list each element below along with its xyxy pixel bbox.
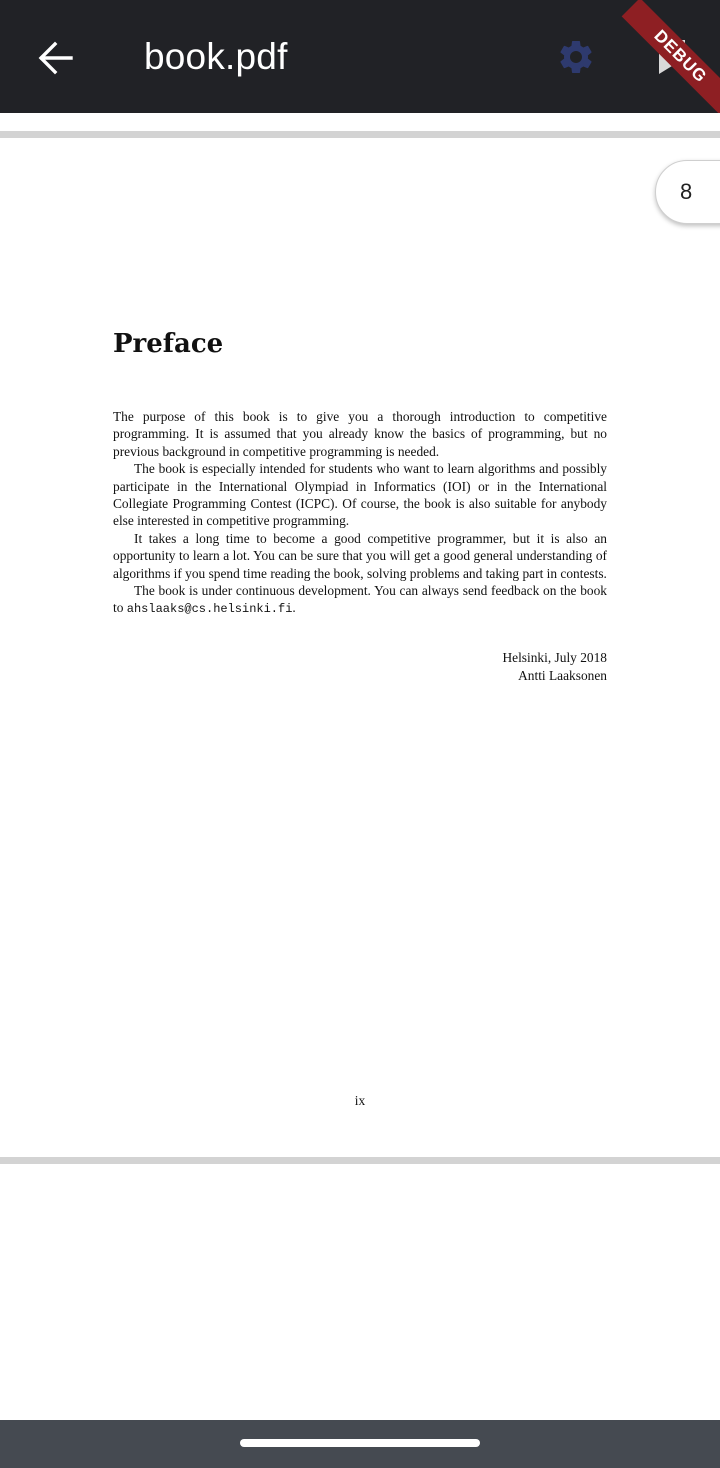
debug-banner: DEBUG (622, 0, 720, 113)
page-separator (0, 1157, 720, 1164)
paragraph-4-text: The book is under continuous development. You can always send feedback on the book to (113, 583, 607, 616)
arrow-left-icon (36, 38, 76, 78)
app-bar (0, 0, 720, 113)
page-indicator[interactable] (655, 160, 720, 224)
gesture-handle-icon[interactable] (240, 1439, 480, 1447)
pdf-page (0, 139, 720, 1157)
page-heading: Preface (113, 329, 224, 359)
settings-button[interactable] (552, 33, 600, 81)
paragraph-4 (113, 582, 607, 619)
signature-author: Antti Laaksonen (518, 668, 607, 683)
feedback-email: ahslaaks@cs.helsinki.fi (126, 602, 293, 617)
paragraph-3: It takes a long time to become a good competitive programmer, but it is also an opportunity to learn a lot. You can be sure that you will get a good general understanding of algorithms if you spend time reading the book, solving problems and taking part in contests. (113, 530, 607, 581)
system-navigation-bar (0, 1420, 720, 1468)
paragraph-2: The book is especially intended for students who want to learn algorithms and possibly participate in the International Olympiad in Informatics (IOI) or in the International Collegiate Programming Contest (ICPC). Of course, the book is also suitable for anybody else interested in competitive programming. (113, 461, 607, 529)
page-indicator-value: 8 (680, 179, 693, 204)
preface-body (113, 408, 607, 619)
page-separator (0, 131, 720, 138)
document-title: book.pdf (144, 36, 288, 77)
paragraph-1: The purpose of this book is to give you a thorough introduction to competitive programming. It is assumed that you already know the basics of programming, but no previous background in competitive programming is needed. (113, 409, 607, 459)
back-button[interactable] (30, 32, 82, 84)
signature-place-date: Helsinki, July 2018 (502, 650, 607, 665)
signature-block (380, 649, 607, 685)
gear-icon (556, 37, 596, 77)
paragraph-4-end: . (292, 600, 296, 616)
page-number: ix (354, 1093, 366, 1108)
pdf-viewer[interactable] (0, 113, 720, 1420)
